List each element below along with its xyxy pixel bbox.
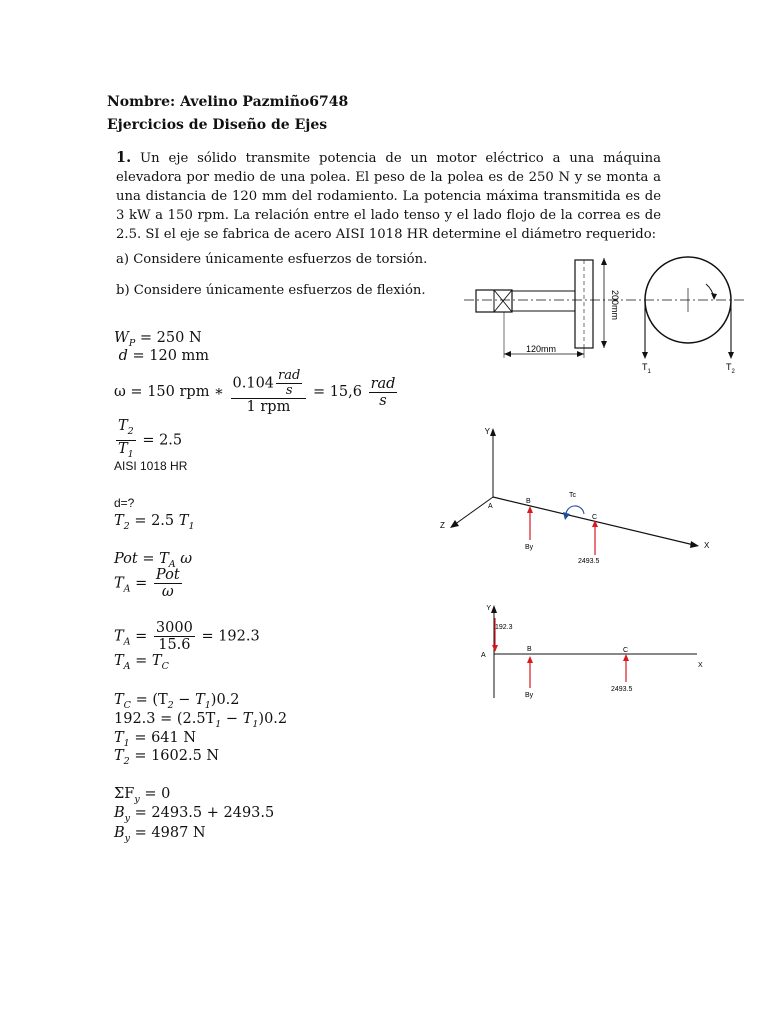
eq-t1-result: $T_1 = 641$ N [114, 730, 197, 749]
eq-tc-formula: $T_C = (T_2 - T_1)0.2$ [114, 692, 240, 711]
eq-d: d = 120 mm [118, 348, 210, 364]
eq-omega: ω = 150 rpm ∗ 0.104 $\frac{\text{rad}}{s}$ 1 rpm = 15,6 $\frac{\text{rad}}{s}$ [114, 368, 396, 415]
load-a-label-2d: 192.3 [495, 624, 513, 631]
point-b-label: B [526, 498, 531, 505]
unknown-d: d=? [114, 496, 135, 510]
eq-sum-fy: $\Sigma F_y = 0$ [114, 786, 171, 805]
eq-by-result: $B_y = 4987$ N [114, 825, 206, 844]
document-subject: Ejercicios de Diseño de Ejes [107, 117, 328, 133]
problem-text: Un eje sólido transmite potencia de un motor eléctrico a una máquina elevadora por medio de una polea. El peso de la polea es de 250 N y se monta a una distancia de 120 mm del rodamiento. La potencia máxima transmitida es de 3 kW a 150 rpm. La relación entre el lado tenso y el lado flojo de la correa es de 2.5. SI el eje se fabrica de acero AISI 1018 HR determine el diámetro requerido: [116, 151, 661, 243]
point-b-label-2d: B [527, 646, 532, 653]
reaction-by-label-2d: By [525, 692, 534, 699]
eq-wp: $W_P = 250$ N [114, 330, 202, 349]
free-body-2d-figure [475, 598, 715, 703]
shaft-pulley-figure [462, 250, 752, 375]
author-name: Nombre: Avelino Pazmiño6748 [107, 94, 349, 110]
reaction-by-label: By [525, 544, 534, 551]
dim-height-label: 200mm [610, 290, 620, 321]
axis-y-label: Y [484, 427, 490, 436]
eq-ratio: $\frac{T_2}{T_1}$ = 2.5 [118, 418, 183, 460]
eq-tc-substituted: $192.3 = (2.5T_1 - T_1)0.2$ [114, 711, 288, 730]
part-a: a) Considere únicamente esfuerzos de torsión. [116, 252, 428, 267]
t1-label: $T_1$ [642, 362, 651, 375]
point-c-label-2d: C [623, 647, 629, 654]
free-body-3d-figure [432, 420, 722, 575]
eq-ta-tc: $T_A = T_C$ [114, 653, 169, 672]
eq-pot: Pot = $T_A$ ω [114, 551, 193, 570]
load-c-label-2d: 2493.5 [611, 686, 633, 693]
axis-y-label-2d: Y [486, 605, 491, 612]
eq-t2-result: $T_2 = 1602.5$ N [114, 748, 220, 767]
point-a-label: A [488, 503, 493, 510]
point-c-label: C [592, 514, 598, 521]
t2-label: $T_2$ [726, 362, 735, 375]
axis-z-label: Z [440, 521, 445, 530]
part-b: b) Considere únicamente esfuerzos de flexión. [116, 283, 426, 298]
eq-ta-value: $T_A$ = $\frac{3000}{15.6}$ = 192.3 [114, 620, 260, 653]
load-c-label: 2493.5 [578, 558, 600, 565]
eq-by-sum: $B_y = 2493.5 + 2493.5$ [114, 805, 275, 824]
material-label: AISI 1018 HR [114, 459, 188, 473]
problem-number: 1. [116, 149, 132, 166]
eq-t2-relation: $T_2 = 2.5$ $T_1$ [114, 513, 195, 532]
axis-x-label: X [704, 541, 710, 550]
torque-tc-label: Tc [569, 492, 576, 499]
point-a-label-2d: A [481, 652, 486, 659]
axis-x-label-2d: X [698, 662, 703, 669]
eq-ta-formula: $T_A$ = $\frac{\text{Pot}}{\omega}$ [114, 567, 180, 600]
problem-statement [116, 148, 661, 244]
dim-length-label: 120mm [526, 344, 557, 354]
